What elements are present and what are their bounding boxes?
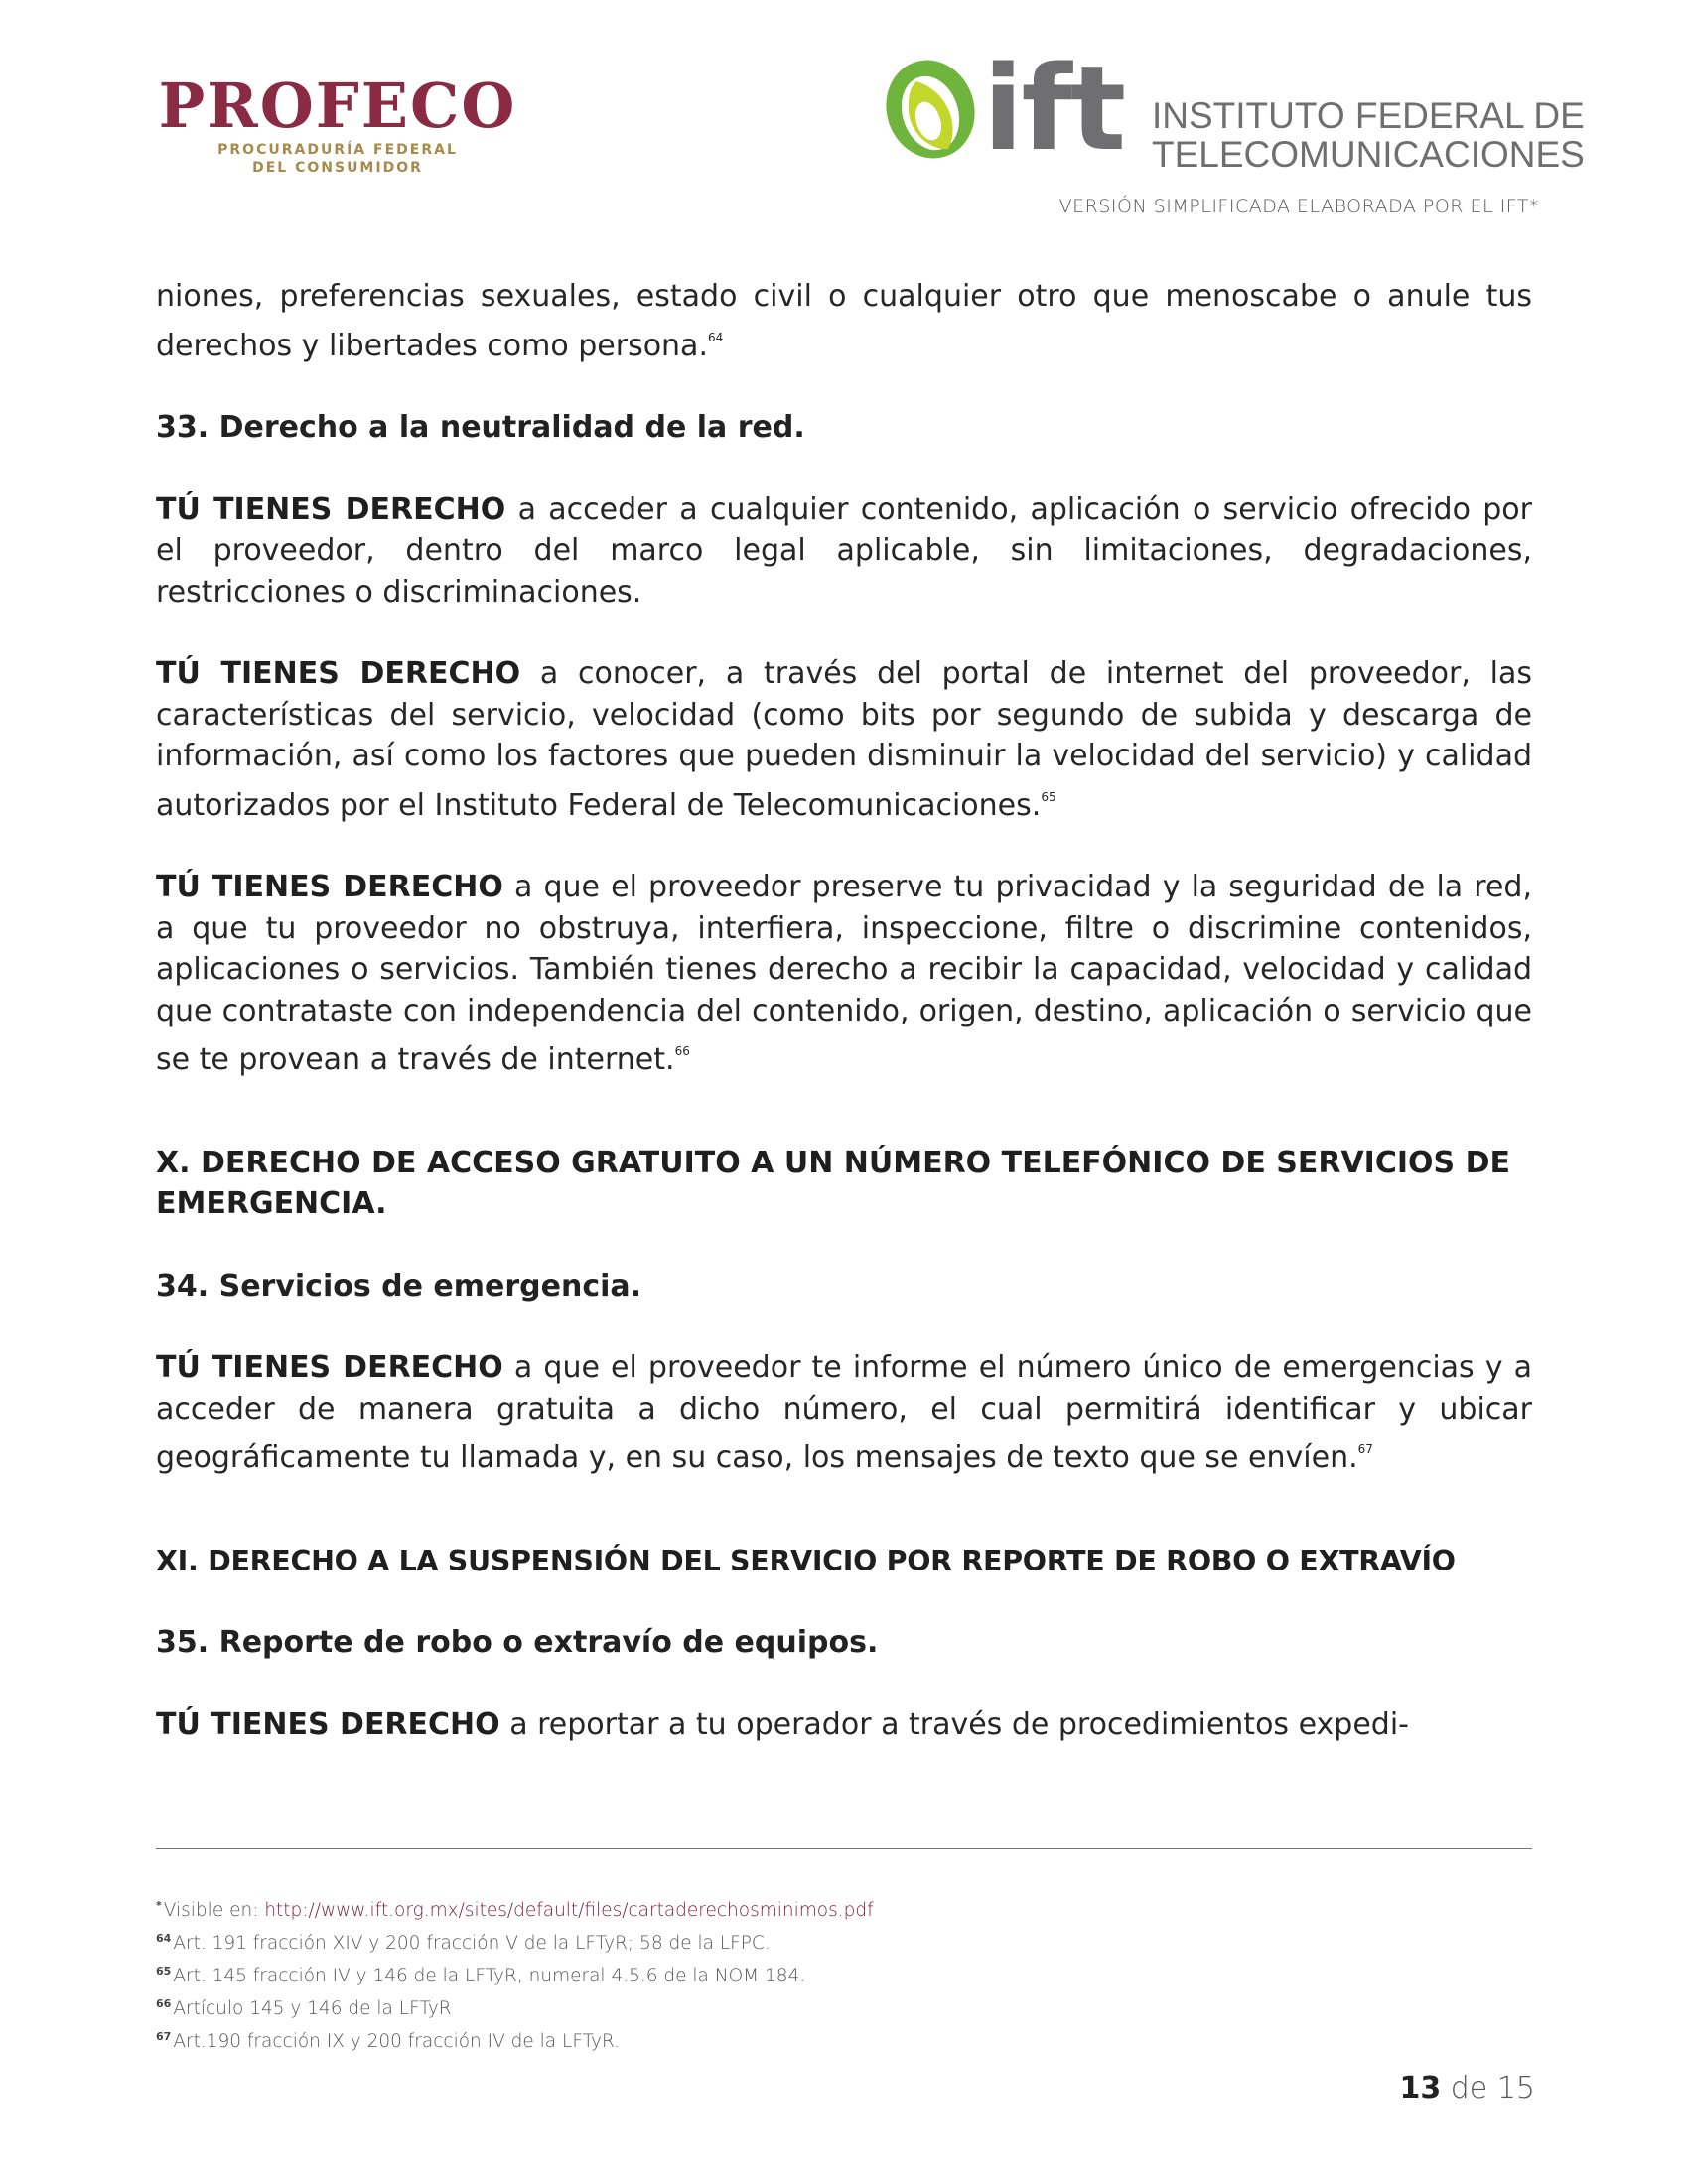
profeco-logo xyxy=(154,71,521,177)
item-34-paragraph xyxy=(156,1347,1532,1479)
paragraph-text: a acceder a cualquier contenido, aplicación o servicio ofrecido por el proveedor, dentro del marco legal aplicable, sin limitaciones, degradaciones, restricciones o discriminaciones. xyxy=(156,491,1532,610)
intro-text: niones, preferencias sexuales, estado civil o cualquier otro que menoscabe o anule tus derechos y libertades como persona. xyxy=(156,279,1532,363)
footnote-mark: 65 xyxy=(156,1965,172,1978)
ift-logo xyxy=(879,40,1585,181)
footnote-mark: 66 xyxy=(156,1997,172,2010)
footnote-mark: 64 xyxy=(156,1932,172,1945)
footnote-divider xyxy=(156,1848,1532,1849)
right-lead: TÚ TIENES DERECHO xyxy=(156,491,506,527)
footnote-ref[interactable]: 67 xyxy=(1357,1442,1373,1456)
footnote-text: Art. 145 fracción IV y 146 de la LFTyR, numeral 4.5.6 de la NOM 184. xyxy=(173,1966,806,1986)
ift-logo-name-line2: TELECOMUNICACIONES xyxy=(1152,134,1585,175)
right-lead: TÚ TIENES DERECHO xyxy=(156,656,521,691)
item-33-heading: 33. Derecho a la neutralidad de la red. xyxy=(156,410,805,445)
page-number xyxy=(1399,2071,1535,2106)
ift-logo-letters: ift xyxy=(983,40,1125,177)
item-35-paragraph xyxy=(156,1705,1532,1746)
footnotes xyxy=(156,1892,1532,2056)
right-lead: TÚ TIENES DERECHO xyxy=(156,870,503,904)
footnote-text: Visible en: xyxy=(163,1900,265,1921)
item-33-paragraph-2 xyxy=(156,653,1532,826)
profeco-logo-wordmark: PROFECO xyxy=(158,69,517,142)
profeco-logo-subtitle-line1: PROCURADURÍA FEDERAL xyxy=(217,142,458,158)
footnote-item xyxy=(156,1958,1532,1990)
version-note: VERSIÓN SIMPLIFICADA ELABORADA POR EL IFT* xyxy=(1058,196,1539,217)
page-separator: de xyxy=(1450,2071,1488,2106)
item-33-paragraph-1 xyxy=(156,489,1532,614)
item-33-paragraph-3 xyxy=(156,867,1532,1081)
document-body xyxy=(156,276,1532,1745)
footnote-link[interactable]: http://www.ift.org.mx/sites/default/files/cartaderechosminimos.pdf xyxy=(264,1900,874,1921)
paragraph-text: a reportar a tu operador a través de procedimientos expedi- xyxy=(499,1706,1409,1742)
section-xi-heading: XI. DERECHO A LA SUSPENSIÓN DEL SERVICIO POR REPORTE DE ROBO O EXTRAVÍO xyxy=(156,1544,1456,1577)
footnote-text: Artículo 145 y 146 de la LFTyR xyxy=(173,1998,452,2019)
paragraph-text: a conocer, a través del portal de internet del proveedor, las características del servicio, velocidad (como bits por segundo de subida y descarga de información, así como los factores que pueden disminuir la velocidad del servicio) y calidad autorizados por el Instituto Federal de Telecomunicaciones. xyxy=(156,656,1533,823)
footnote-ref[interactable]: 66 xyxy=(674,1044,690,1058)
section-x-heading: X. DERECHO DE ACCESO GRATUITO A UN NÚMERO TELEFÓNICO DE SERVICIOS DE EMERGENCIA. xyxy=(156,1145,1510,1221)
footnote-mark: * xyxy=(156,1899,162,1912)
right-lead: TÚ TIENES DERECHO xyxy=(156,1706,500,1742)
ift-logo-mark-icon xyxy=(879,52,988,166)
item-34-heading: 34. Servicios de emergencia. xyxy=(156,1268,642,1303)
intro-paragraph xyxy=(156,276,1532,366)
ift-logo-name xyxy=(1152,96,1585,174)
page-total: 15 xyxy=(1496,2071,1535,2106)
footnote-item xyxy=(156,2023,1532,2056)
paragraph-text: a que el proveedor preserve tu privacidad y la seguridad de la red, a que tu proveedor no obstruya, interfiera, inspeccione, filtre o discrimine contenidos, aplicaciones o servicios. También tienes derecho a recibir la capacidad, velocidad y calidad que contrataste con independencia del contenido, origen, destino, aplicación o servicio que se te provean a través de internet. xyxy=(156,870,1533,1077)
footnote-item xyxy=(156,1892,1532,1925)
profeco-logo-subtitle-line2: DEL CONSUMIDOR xyxy=(252,160,423,176)
footnote-ref[interactable]: 64 xyxy=(707,330,724,344)
page-current: 13 xyxy=(1399,2071,1442,2106)
ift-logo-name-line1: INSTITUTO FEDERAL DE xyxy=(1152,95,1585,136)
item-35-heading: 35. Reporte de robo o extravío de equipos. xyxy=(156,1625,879,1660)
paragraph-text: a que el proveedor te informe el número único de emergencias y a acceder de manera gratuita a dicho número, el cual permitirá identificar y ubicar geográficamente tu llamada y, en su caso, los mensajes de texto que se envíen. xyxy=(156,1350,1533,1475)
footnote-ref[interactable]: 65 xyxy=(1041,789,1056,804)
footnote-mark: 67 xyxy=(156,2030,172,2043)
right-lead: TÚ TIENES DERECHO xyxy=(156,1350,503,1385)
footnote-item xyxy=(156,1925,1532,1958)
footnote-item xyxy=(156,1990,1532,2023)
footnote-text: Art.190 fracción IX y 200 fracción IV de la LFTyR. xyxy=(173,2031,621,2052)
footnote-text: Art. 191 fracción XIV y 200 fracción V de la LFTyR; 58 de la LFPC. xyxy=(173,1933,771,1954)
